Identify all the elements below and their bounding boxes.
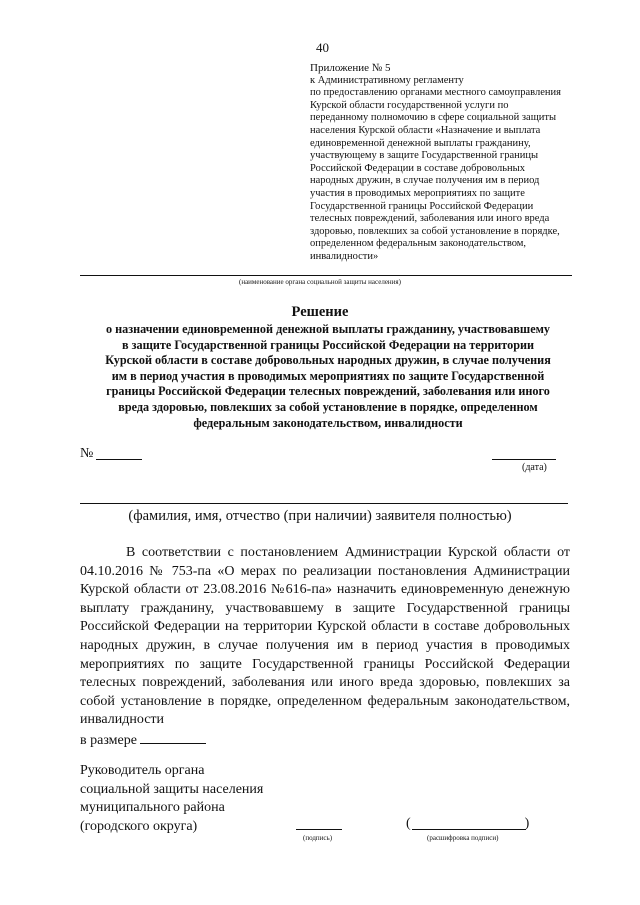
appendix-line: телесных повреждений, заболевания или иного вреда: [310, 213, 550, 225]
decision-body: [80, 544, 570, 751]
decipher-line: [412, 829, 526, 830]
date-blank-line: [492, 459, 556, 460]
decipher-close-paren: ): [524, 816, 530, 831]
body-paragraph: В соответствии с постановлением Администрации Курской области от 04.10.2016 № 753-па «О мерах по реализации постановления Администрации Курской области от 23.08.2016 №616-па» назначить единовременную денежную выплату гражданину, участвовавшему в защите Государственной границы Российской Федерации на территории Курской области в составе добровольных народных дружин, в случае получения им в период участия в проводимых мероприятиях по защите Государственной границы Российской Федерации телесных повреждений, заболевания или иного вреда здоровью, повлекших за собой установление в порядке, определенном федеральным законодательством, инвалидности: [80, 545, 570, 728]
appendix-line: народных дружин, в случае получения им в период: [310, 175, 540, 187]
number-label: №: [80, 446, 94, 461]
decision-subtitle-line: федеральным законодательством, инвалидности: [193, 415, 463, 430]
signer-line: муниципального района: [80, 800, 225, 815]
appendix-header: [310, 62, 585, 264]
appendix-line: Курской области государственной услуги по: [310, 99, 509, 111]
amount-row: [80, 730, 570, 751]
appendix-line: населения Курской области «Назначение и выплата: [310, 124, 541, 136]
appendix-line: Государственной границы Российской Федерации: [310, 200, 534, 212]
decipher-caption: (расшифровка подписи): [427, 834, 499, 842]
signer-line: (городского округа): [80, 818, 198, 834]
signer-line: социальной защиты населения: [80, 781, 264, 797]
date-caption: (дата): [522, 462, 547, 473]
decipher-open-paren: (: [406, 816, 411, 831]
appendix-line: участвующему в защите Государственной границы: [310, 150, 539, 162]
decision-subtitle-line: в защите Государственной границы Российской Федерации на территории: [121, 337, 535, 352]
decision-subtitle-line: Курской области в составе добровольных народных дружин, в случае получения: [105, 353, 551, 368]
decision-subtitle: [78, 322, 578, 431]
appendix-line: определенном федеральным законодательством,: [310, 238, 527, 250]
appendix-title: Приложение № 5: [310, 62, 391, 74]
appendix-line: к Административному регламенту: [310, 74, 464, 86]
appendix-line: по предоставлению органами местного самоуправления: [310, 87, 561, 99]
appendix-line: здоровью, повлекших за собой установление в порядке,: [310, 225, 560, 237]
signature-caption: (подпись): [303, 834, 333, 842]
decision-subtitle-line: вреда здоровью, повлекших за собой установление в порядке, определенном: [118, 399, 538, 414]
page-number: 40: [316, 40, 329, 55]
decision-subtitle-line: им в период участия в проводимых мероприятиях по защите Государственной: [111, 368, 545, 383]
signature-line: [296, 829, 342, 830]
decision-subtitle-line: о назначении единовременной денежной выплаты гражданину, участвовавшему: [105, 322, 551, 336]
organ-caption: (наименование органа социальной защиты населения): [239, 278, 401, 286]
appendix-line: инвалидности»: [310, 250, 379, 262]
applicant-name-caption: (фамилия, имя, отчество (при наличии) заявителя полностью): [128, 508, 512, 524]
decision-title: Решение: [291, 304, 349, 320]
signer-block: [80, 762, 263, 836]
organ-name-line: [80, 275, 572, 276]
applicant-name-line: [80, 503, 568, 504]
amount-label: в размере: [80, 732, 137, 748]
appendix-line: участия в проводимых мероприятиях по защите: [310, 187, 525, 199]
decision-subtitle-line: границы Российской Федерации телесных повреждений, заболевания или иного: [106, 384, 550, 399]
signer-line: Руководитель органа: [80, 763, 205, 778]
number-blank-line: [96, 459, 142, 460]
appendix-line: переданному полномочию в сфере социальной защиты: [310, 112, 557, 124]
appendix-line: единовременной денежной выплаты гражданину,: [310, 137, 531, 149]
appendix-line: Российской Федерации в составе добровольных: [310, 162, 525, 174]
amount-blank-line: [140, 730, 206, 744]
